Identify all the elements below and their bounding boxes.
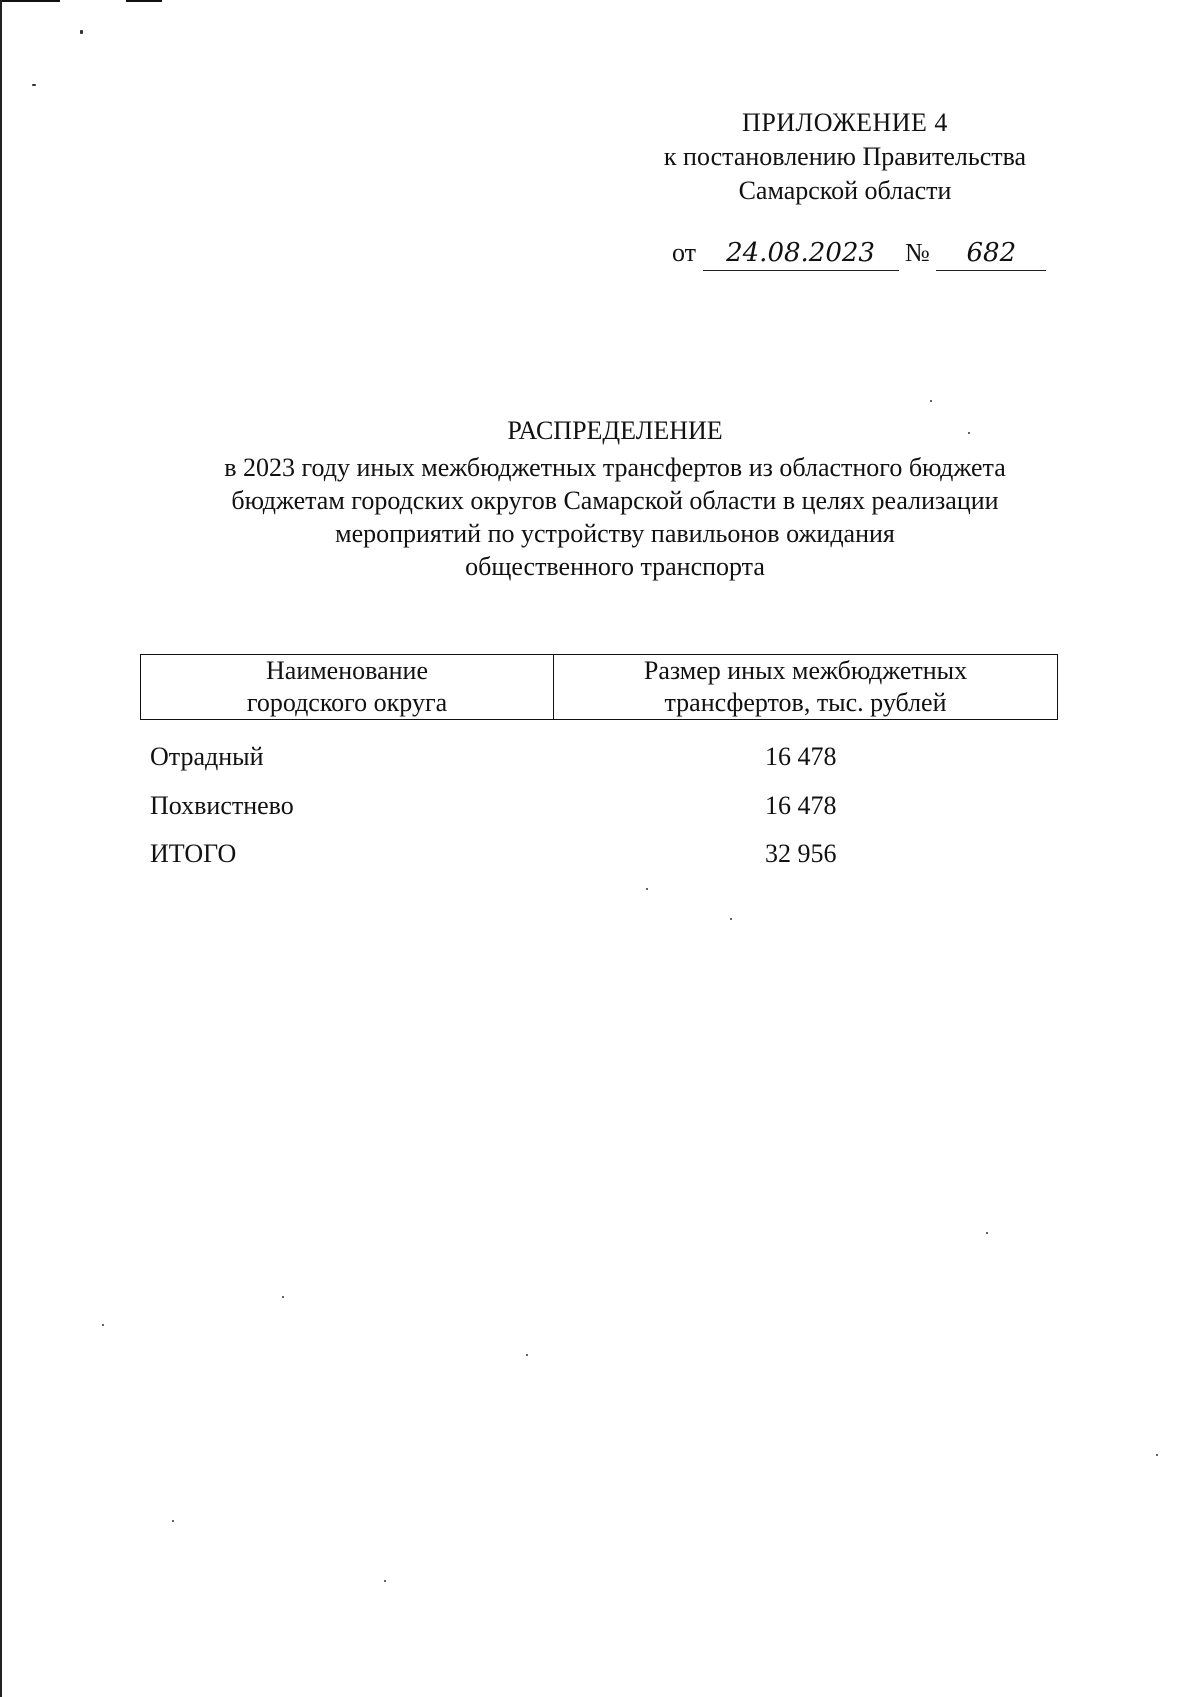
decree-date: 24.08.2023: [703, 236, 899, 271]
column-header-line: трансфертов, тыс. рублей: [664, 688, 947, 717]
appendix-line-1: к постановлению Правительства: [663, 142, 1027, 171]
scan-speck: [80, 30, 83, 34]
column-header-line: Наименование: [266, 656, 428, 685]
scan-speck: [32, 84, 36, 86]
scan-speck: [1156, 1454, 1158, 1456]
total-amount: 32 956: [765, 839, 837, 868]
heading-title: РАСПРЕДЕЛЕНИЕ: [507, 416, 723, 445]
scan-speck: [384, 1580, 386, 1582]
total-label: ИТОГО: [150, 839, 237, 868]
scan-speck: [646, 888, 648, 890]
heading-line: общественного транспорта: [465, 552, 765, 581]
table-header: [140, 654, 1058, 720]
decree-reference: [672, 236, 1046, 271]
scan-speck: [986, 1232, 988, 1234]
heading-line: мероприятий по устройству павильонов ожидания: [335, 519, 895, 548]
scan-edge-mark: [0, 0, 60, 2]
scan-left-edge: [0, 0, 2, 1697]
scan-speck: [930, 400, 932, 402]
district-name: Отрадный: [150, 742, 264, 771]
scan-edge-mark: [126, 0, 162, 2]
distribution-heading: [150, 414, 1080, 583]
table-row: [150, 740, 1050, 774]
transfer-amount: 16 478: [765, 742, 837, 771]
scan-speck: [172, 1520, 174, 1522]
appendix-line-2: Самарской области: [738, 176, 952, 205]
scan-speck: [968, 432, 970, 434]
district-name: Похвистнево: [150, 791, 294, 820]
appendix-title: ПРИЛОЖЕНИЕ 4: [742, 108, 948, 137]
scan-speck: [730, 918, 732, 920]
column-header-amount: [554, 655, 1057, 719]
heading-line: в 2023 году иных межбюджетных трансфертов из областного бюджета: [224, 453, 1006, 482]
heading-line: бюджетам городских округов Самарской области в целях реализации: [231, 486, 999, 515]
from-label: от: [672, 238, 697, 267]
transfer-amount: 16 478: [765, 791, 837, 820]
number-label: №: [905, 238, 930, 267]
column-header-line: городского округа: [246, 688, 448, 717]
scan-speck: [526, 1354, 528, 1356]
scan-speck: [282, 1296, 284, 1298]
decree-number: 682: [936, 236, 1046, 271]
column-header-line: Размер иных межбюджетных: [643, 656, 968, 685]
scan-speck: [102, 1324, 104, 1326]
column-header-district: [141, 655, 554, 719]
appendix-header: [610, 106, 1080, 208]
table-row-total: [150, 837, 1050, 871]
table-row: [150, 789, 1050, 823]
